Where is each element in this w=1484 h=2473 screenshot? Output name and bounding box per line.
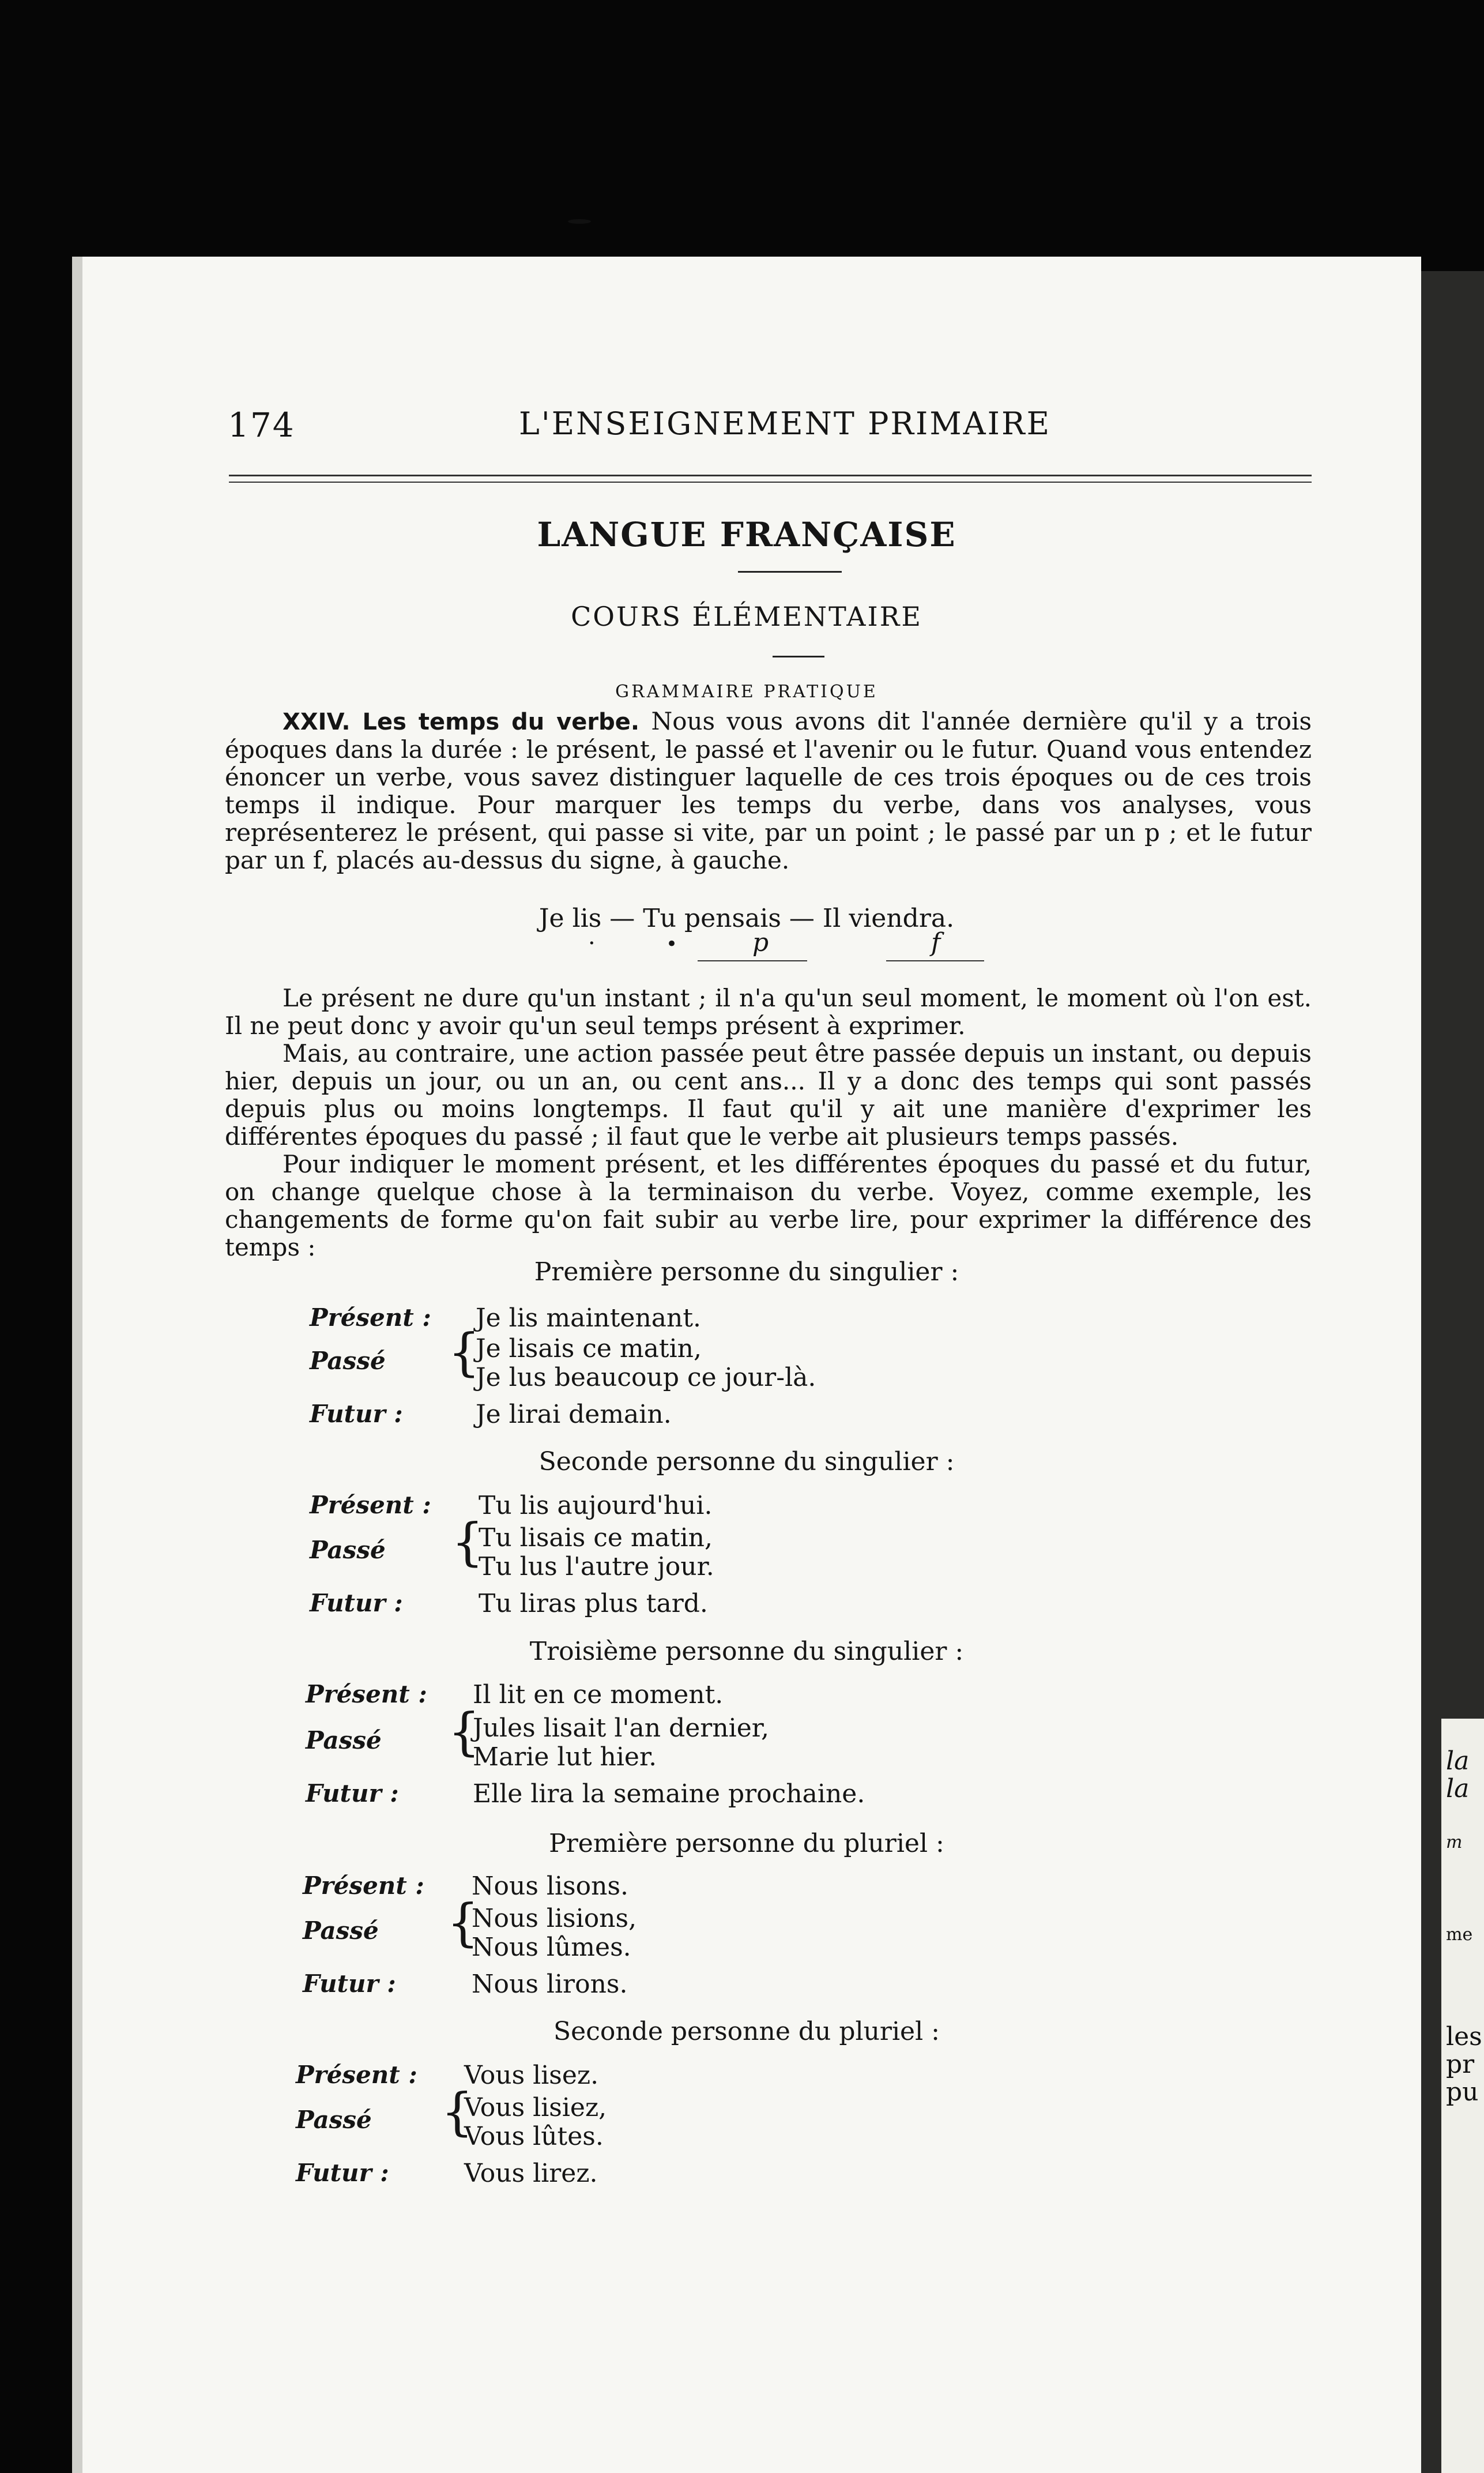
page-number: 174 bbox=[228, 405, 295, 445]
future-label: Futur : bbox=[310, 1400, 403, 1428]
past-form: Je lus beaucoup ce jour-là. bbox=[476, 1363, 816, 1392]
adjacent-fragment: la bbox=[1446, 1774, 1470, 1803]
conjugation-heading: Troisième personne du singulier : bbox=[529, 1637, 964, 1666]
past-form: Vous lisiez, bbox=[464, 2093, 607, 2122]
adjacent-fragment: me bbox=[1446, 1925, 1473, 1945]
future-form: Nous lirons. bbox=[472, 1970, 628, 1999]
present-form: Vous lisez. bbox=[464, 2061, 599, 2090]
section-title: LANGUE FRANÇAISE bbox=[537, 515, 956, 554]
present-label: Présent : bbox=[303, 1871, 424, 1900]
past-brace: { bbox=[448, 1702, 480, 1761]
past-form: Nous lûmes. bbox=[472, 1933, 631, 1962]
past-label: Passé bbox=[306, 1726, 382, 1754]
running-header: L'ENSEIGNEMENT PRIMAIRE bbox=[519, 405, 1052, 442]
past-label: Passé bbox=[296, 2106, 372, 2134]
past-form: Marie lut hier. bbox=[473, 1742, 657, 1772]
lesson-paragraph: Pour indiquer le moment présent, et les différentes époques du passé et du futur, on change quelque chose à la terminaison du verbe. Voyez, comme exemple, les changements de forme qu'on fait subir au verbe lire, pour exprimer la différence des temps : bbox=[225, 1150, 1312, 1261]
future-mark: f bbox=[931, 928, 941, 957]
present-mark: • bbox=[666, 933, 678, 956]
conjugation-heading: Seconde personne du singulier : bbox=[538, 1447, 955, 1476]
past-brace: { bbox=[447, 1893, 479, 1952]
lesson-body bbox=[225, 984, 1312, 1261]
adjacent-fragment: les bbox=[1446, 2022, 1482, 2051]
present-label: Présent : bbox=[306, 1680, 427, 1708]
scan-speck bbox=[568, 219, 591, 224]
example-sentence: Je lis — Tu pensais — Il viendra. bbox=[538, 904, 955, 933]
course-divider bbox=[773, 656, 824, 657]
present-form: Nous lisons. bbox=[472, 1871, 629, 1901]
past-form: Tu lus l'autre jour. bbox=[479, 1552, 714, 1581]
present-label: Présent : bbox=[310, 1303, 431, 1332]
lesson-intro bbox=[225, 708, 1312, 874]
past-form: Vous lûtes. bbox=[464, 2122, 604, 2151]
past-label: Passé bbox=[310, 1347, 386, 1375]
document-page bbox=[72, 257, 1421, 2473]
adjacent-fragment: pr bbox=[1446, 2050, 1475, 2079]
future-label: Futur : bbox=[296, 2159, 389, 2187]
past-form: Je lisais ce matin, bbox=[476, 1334, 702, 1363]
lesson-heading: XXIV. Les temps du verbe. bbox=[283, 709, 640, 735]
page-binding-edge bbox=[72, 257, 82, 2473]
past-brace: { bbox=[451, 1512, 484, 1572]
past-form: Jules lisait l'an dernier, bbox=[473, 1713, 769, 1743]
future-label: Futur : bbox=[306, 1779, 399, 1807]
past-mark: p bbox=[752, 928, 769, 957]
future-label: Futur : bbox=[310, 1589, 403, 1617]
past-label: Passé bbox=[303, 1916, 379, 1945]
lesson-paragraph: Le présent ne dure qu'un instant ; il n'a qu'un seul moment, le moment où l'on est. Il ne peut donc y avoir qu'un seul temps présent à exprimer. bbox=[225, 984, 1312, 1040]
future-form: Elle lira la semaine prochaine. bbox=[473, 1779, 865, 1809]
header-rule bbox=[229, 482, 1312, 483]
adjacent-fragment: pu bbox=[1446, 2077, 1479, 2107]
present-label: Présent : bbox=[310, 1491, 431, 1519]
adjacent-fragment: m bbox=[1446, 1832, 1463, 1852]
conjugation-heading: Première personne du singulier : bbox=[534, 1257, 959, 1287]
past-brace: { bbox=[441, 2082, 473, 2141]
future-label: Futur : bbox=[303, 1970, 396, 1998]
present-form: Tu lis aujourd'hui. bbox=[479, 1491, 713, 1520]
adjacent-fragment: la bbox=[1446, 1746, 1470, 1776]
lesson-paragraph: Nous vous avons dit l'année dernière qu'il y a trois époques dans la durée : le présent, le passé et l'avenir ou le futur. Quand vous entendez énoncer un verbe, vous savez distinguer laquelle de ces trois époques ou de ces trois temps il indique. Pour marquer les temps du verbe, dans vos analyses, vous représenterez le présent, qui passe si vite, par un point ; le passé par un p ; et le futur par un f, placés au-dessus du signe, à gauche. bbox=[225, 707, 1312, 874]
future-form: Tu liras plus tard. bbox=[479, 1589, 708, 1618]
header-rule bbox=[229, 475, 1312, 476]
course-title: COURS ÉLÉMENTAIRE bbox=[571, 601, 922, 632]
past-underline bbox=[698, 960, 807, 961]
present-form: Il lit en ce moment. bbox=[473, 1680, 724, 1709]
present-mark: · bbox=[588, 930, 596, 957]
past-label: Passé bbox=[310, 1536, 386, 1564]
subsection-title: GRAMMAIRE PRATIQUE bbox=[615, 682, 878, 702]
present-form: Je lis maintenant. bbox=[476, 1303, 702, 1333]
past-brace: { bbox=[448, 1322, 480, 1382]
future-form: Je lirai demain. bbox=[476, 1400, 672, 1429]
section-divider bbox=[738, 571, 842, 573]
conjugation-heading: Première personne du pluriel : bbox=[549, 1829, 944, 1858]
conjugation-heading: Seconde personne du pluriel : bbox=[553, 2017, 940, 2046]
past-form: Nous lisions, bbox=[472, 1904, 637, 1933]
past-form: Tu lisais ce matin, bbox=[479, 1523, 713, 1553]
present-label: Présent : bbox=[296, 2061, 417, 2089]
adjacent-page bbox=[1441, 1719, 1484, 2473]
future-form: Vous lirez. bbox=[464, 2159, 598, 2188]
future-underline bbox=[886, 960, 984, 961]
lesson-paragraph: Mais, au contraire, une action passée peut être passée depuis un instant, ou depuis hier, depuis un jour, ou un an, ou cent ans... Il y a donc des temps qui sont passés depuis plus ou moins longtemps. Il faut qu'il y ait une manière d'exprimer les différentes époques du passé ; il faut que le verbe ait plusieurs temps passés. bbox=[225, 1039, 1312, 1151]
